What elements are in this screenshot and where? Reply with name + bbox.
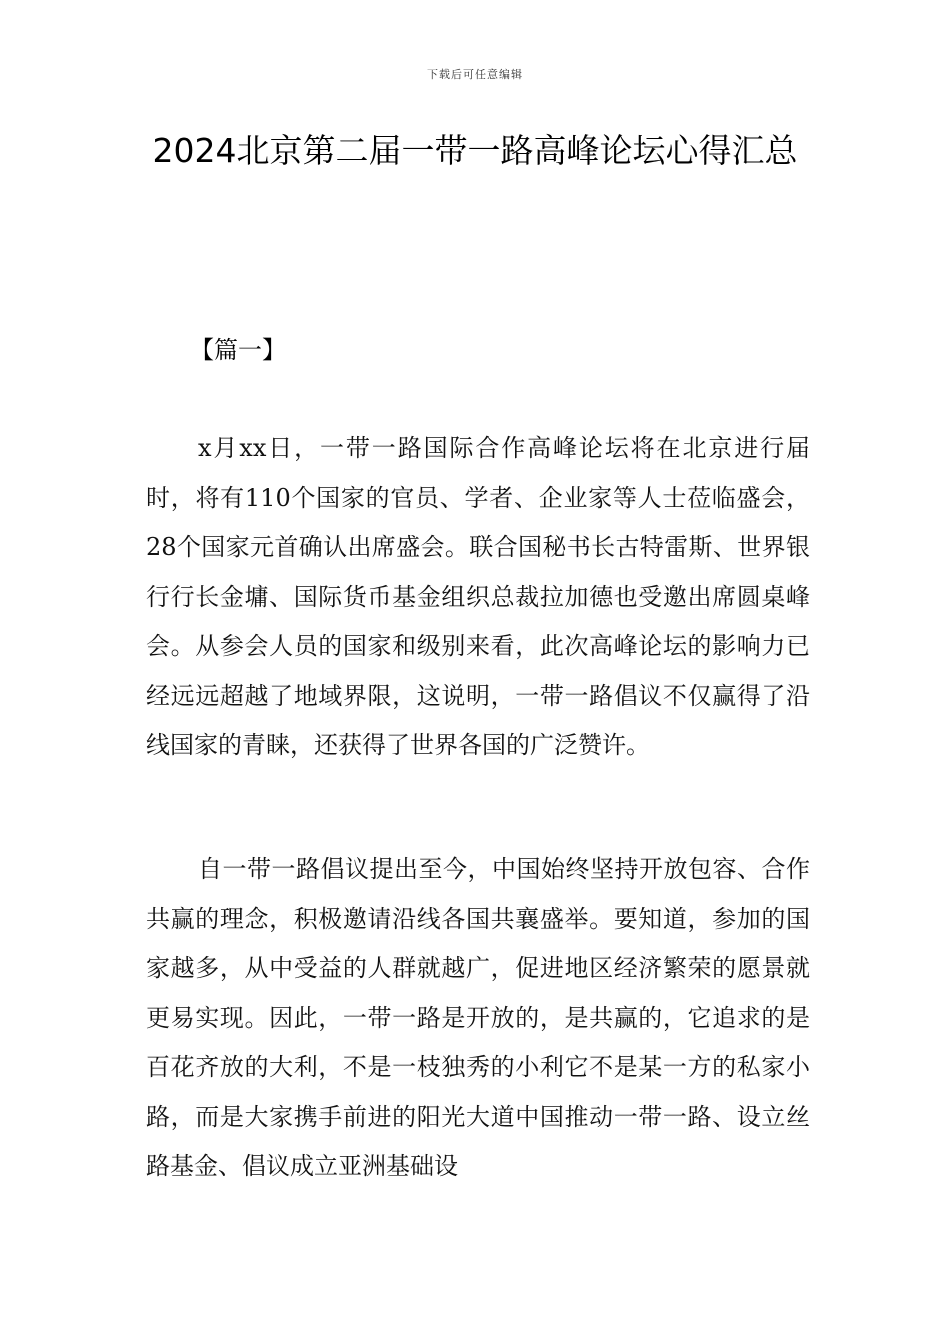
header-note: 下载后可任意编辑 (427, 68, 523, 81)
section-label: 【篇一】 (190, 336, 286, 364)
paragraph-2: 自一带一路倡议提出至今，中国始终坚持开放包容、合作共赢的理念，积极邀请沿线各国共襄盛举。要知道，参加的国家越多，从中受益的人群就越广，促进地区经济繁荣的愿景就更易实现。因此，一带一路是开放的，是共赢的，它追求的是百花齐放的大利，不是一枝独秀的小利它不是某一方的私家小路，而是大家携手前进的阳光大道中国推动一带一路、设立丝路基金、倡议成立亚洲基础设 (146, 855, 810, 1180)
document-title: 2024北京第二届一带一路高峰论坛心得汇总 (152, 131, 798, 170)
paragraph-1: x月xx日，一带一路国际合作高峰论坛将在北京进行届时，将有110个国家的官员、学者、企业家等人士莅临盛会，28个国家元首确认出席盛会。联合国秘书长古特雷斯、世界银行行长金墉、国际货币基金组织总裁拉加德也受邀出席圆桌峰会。从参会人员的国家和级别来看，此次高峰论坛的影响力已经远远超越了地域界限，这说明，一带一路倡议不仅赢得了沿线国家的青睐，还获得了世界各国的广泛赞许。 (146, 434, 810, 759)
